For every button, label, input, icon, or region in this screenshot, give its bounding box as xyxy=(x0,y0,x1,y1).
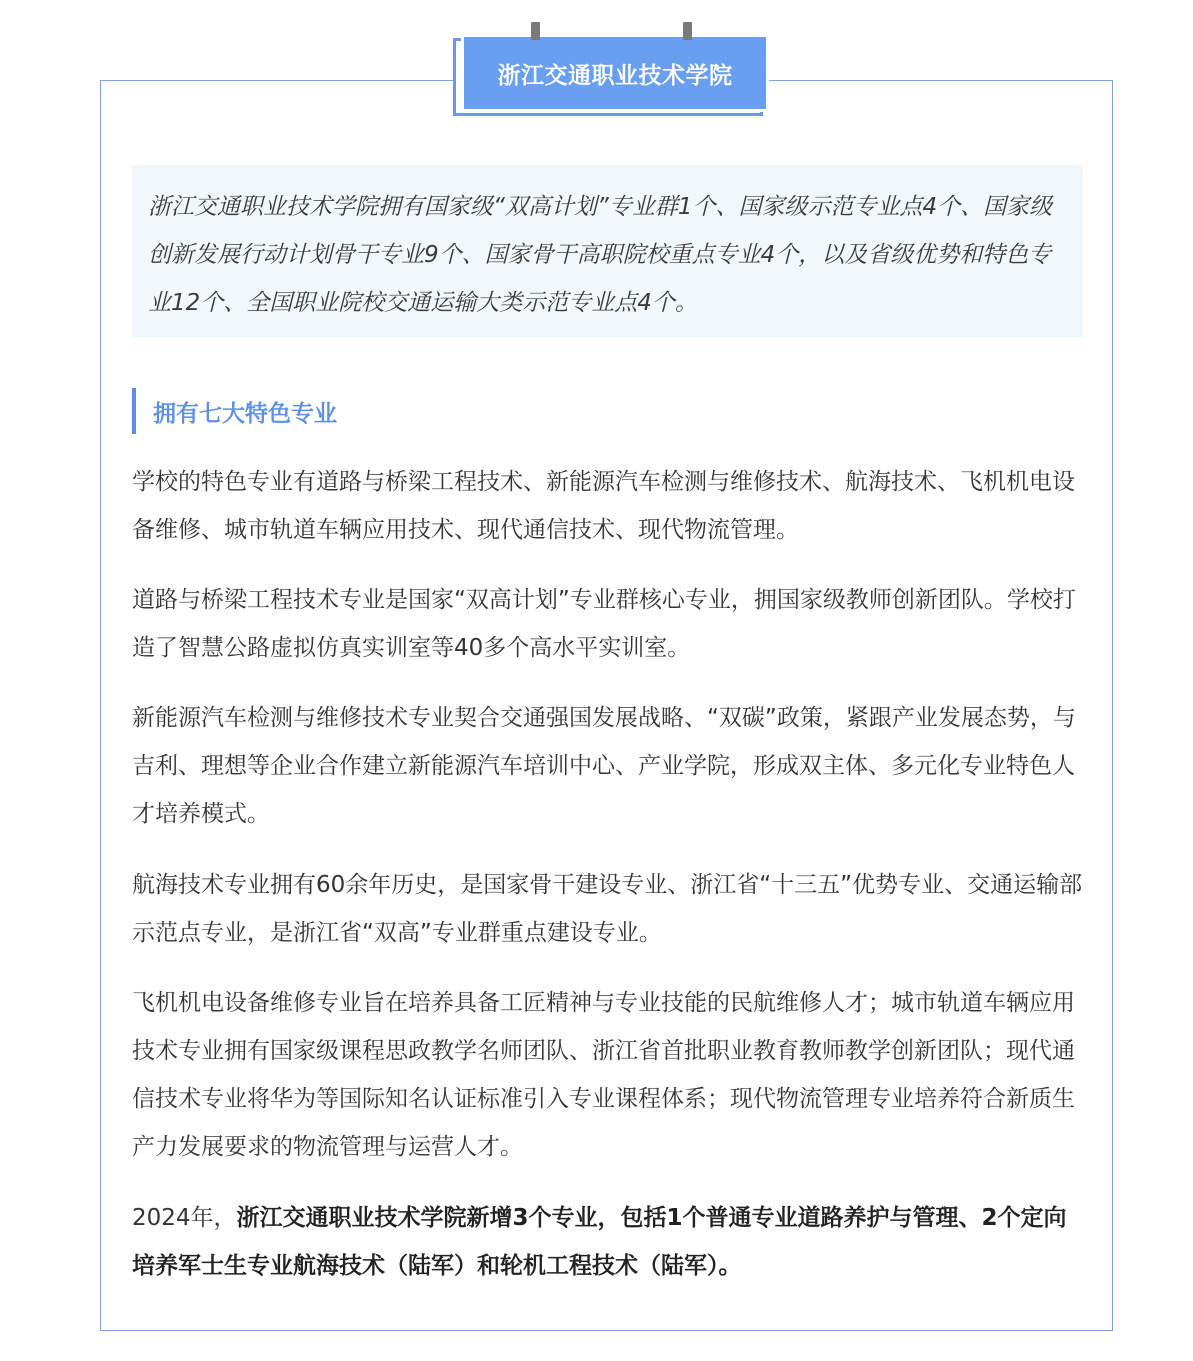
pin-right-icon xyxy=(683,22,692,40)
section-heading-text: 拥有七大特色专业 xyxy=(153,400,337,427)
paragraph-navigation: 航海技术专业拥有60余年历史，是国家骨干建设专业、浙江省“十三五”优势专业、交通运输部示范点专业，是浙江省“双高”专业群重点建设专业。 xyxy=(132,872,1083,946)
intro-quote-box xyxy=(132,165,1083,338)
intro-quote-text: 浙江交通职业技术学院拥有国家级“双高计划”专业群1个、国家级示范专业点4个、国家级创新发展行动计划骨干专业9个、国家骨干高职院校重点专业4个，以及省级优势和特色专业12个、全国职业院校交通运输大类示范专业点4个。 xyxy=(148,194,1053,316)
pin-left-icon xyxy=(531,22,540,40)
closing-bold-text: 浙江交通职业技术学院新增3个专业，包括1个普通专业道路养护与管理、2个定向培养军士生专业航海技术（陆军）和轮机工程技术（陆军）。 xyxy=(132,1205,1067,1279)
paragraph-road-bridge: 道路与桥梁工程技术专业是国家“双高计划”专业群核心专业，拥国家级教师创新团队。学校打造了智慧公路虚拟仿真实训室等40多个高水平实训室。 xyxy=(132,587,1076,661)
section-heading xyxy=(132,388,337,434)
paragraph-2024-news xyxy=(132,1194,1087,1290)
title-badge xyxy=(453,32,771,120)
paragraph-other-majors: 飞机机电设备维修专业旨在培养具备工匠精神与专业技能的民航维修人才；城市轨道车辆应用技术专业拥有国家级课程思政教学名师团队、浙江省首批职业教育教师教学创新团队；现代通信技术专业将华为等国际知名认证标准引入专业课程体系；现代物流管理专业培养符合新质生产力发展要求的物流管理与运营人才。 xyxy=(132,990,1075,1160)
paragraph-specialties: 学校的特色专业有道路与桥梁工程技术、新能源汽车检测与维修技术、航海技术、飞机机电设备维修、城市轨道车辆应用技术、现代通信技术、现代物流管理。 xyxy=(132,469,1075,543)
badge-plate xyxy=(461,34,769,112)
page-title: 浙江交通职业技术学院 xyxy=(497,62,733,89)
closing-prefix: 2024年， xyxy=(132,1205,237,1231)
paragraph-new-energy: 新能源汽车检测与维修技术专业契合交通强国发展战略、“双碳”政策，紧跟产业发展态势，与吉利、理想等企业合作建立新能源汽车培训中心、产业学院，形成双主体、多元化专业特色人才培养模式。 xyxy=(132,705,1076,827)
